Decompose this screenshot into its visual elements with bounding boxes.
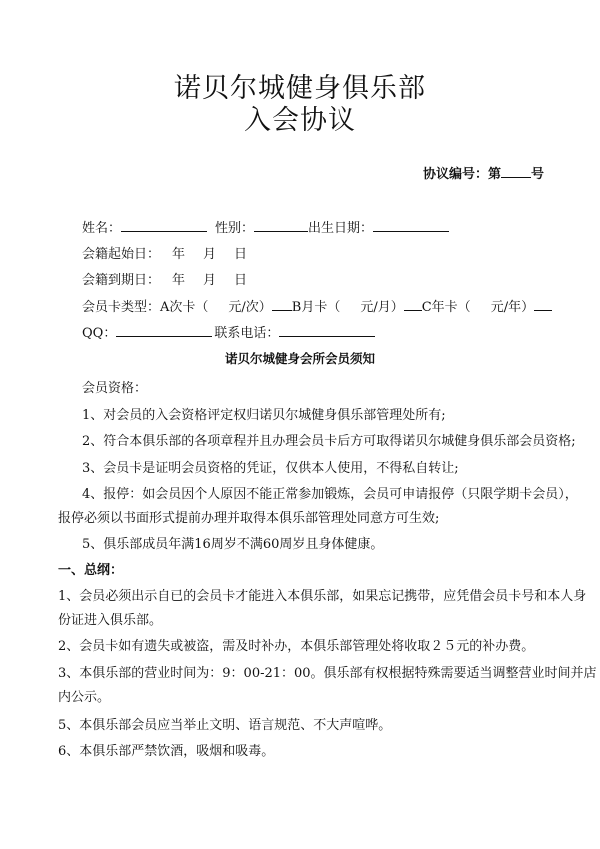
agreement-number-field[interactable] — [501, 165, 531, 178]
form-row-contact — [82, 322, 375, 341]
form-row-end-date — [82, 269, 247, 288]
birth-field[interactable] — [373, 219, 449, 232]
general-section-title: 一、总纲： — [58, 563, 124, 578]
general-item: 1、会员必须出示自已的会员卡才能进入本俱乐部，如果忘记携带，应凭借会员卡号和本人身 — [58, 589, 587, 604]
form-row-card-type — [82, 296, 552, 315]
general-item: 2、会员卡如有遗失或被盗，需及时补办，本俱乐部管理处将收取２５元的补办费。 — [58, 639, 535, 654]
notice-item: 2、符合本俱乐部的各项章程并且办理会员卡后方可取得诺贝尔城健身俱乐部会员资格; — [82, 434, 576, 449]
gender-label: 性别： — [215, 221, 255, 236]
general-item-continued: 份证进入俱乐部。 — [58, 613, 163, 628]
start-month-label: 月 — [203, 247, 217, 262]
agreement-number-prefix: 协议编号：第 — [422, 167, 501, 182]
form-row-personal — [82, 217, 449, 236]
general-item-continued: 内公示。 — [58, 690, 111, 705]
notice-title: 诺贝尔城健身会所会员须知 — [224, 351, 375, 366]
general-item: 6、本俱乐部严禁饮酒，吸烟和吸毒。 — [58, 744, 275, 759]
start-year-label: 年 — [172, 247, 186, 262]
notice-item: 5、俱乐部成员年满16周岁不满60周岁且身体健康。 — [82, 537, 384, 552]
qq-label: QQ： — [82, 326, 117, 341]
card-c-label: C年卡（ — [421, 300, 471, 315]
start-day-label: 日 — [234, 247, 248, 262]
form-row-start-date — [82, 243, 247, 262]
agreement-number-suffix: 号 — [530, 167, 544, 182]
card-a-field[interactable] — [272, 298, 292, 311]
name-label: 姓名： — [82, 221, 122, 236]
birth-label: 出生日期： — [308, 221, 374, 236]
general-item: 5、本俱乐部会员应当举止文明、语言规范、不大声喧哗。 — [58, 718, 392, 733]
qq-field[interactable] — [116, 324, 212, 337]
card-a-unit: 元/次） — [228, 300, 272, 315]
end-month-label: 月 — [203, 273, 217, 288]
card-b-label: B月卡（ — [291, 300, 341, 315]
end-date-label: 会籍到期日： — [82, 273, 161, 288]
document-title: 诺贝尔城健身俱乐部 — [174, 73, 426, 104]
notice-item: 4、报停：如会员因个人原因不能正常参加锻炼，会员可申请报停（只限学期卡会员）， — [82, 487, 578, 502]
gender-field[interactable] — [254, 219, 308, 232]
agreement-number — [423, 163, 544, 182]
general-item: 3、本俱乐部的营业时间为：9：00-21：00。俱乐部有权根据特殊需要适当调整营业时间并店 — [58, 666, 597, 681]
notice-item: 1、对会员的入会资格评定权归诺贝尔城健身俱乐部管理处所有; — [82, 408, 446, 423]
name-field[interactable] — [121, 219, 207, 232]
notice-item-continued: 报停必须以书面形式提前办理并取得本俱乐部管理处同意方可生效; — [58, 511, 440, 526]
document-subtitle: 入会协议 — [244, 105, 356, 136]
card-b-unit: 元/月） — [360, 300, 404, 315]
end-year-label: 年 — [172, 273, 186, 288]
card-type-label: 会员卡类型：A次卡（ — [82, 300, 209, 315]
qualification-heading: 会员资格： — [82, 381, 148, 396]
notice-item: 3、会员卡是证明会员资格的凭证，仅供本人使用，不得私自转让; — [82, 461, 459, 476]
card-b-field[interactable] — [404, 298, 422, 311]
phone-field[interactable] — [279, 324, 375, 337]
start-date-label: 会籍起始日： — [82, 247, 161, 262]
end-day-label: 日 — [234, 273, 248, 288]
phone-label: 联系电话： — [214, 326, 280, 341]
card-c-unit: 元/年） — [490, 300, 535, 315]
card-c-field[interactable] — [534, 298, 552, 311]
